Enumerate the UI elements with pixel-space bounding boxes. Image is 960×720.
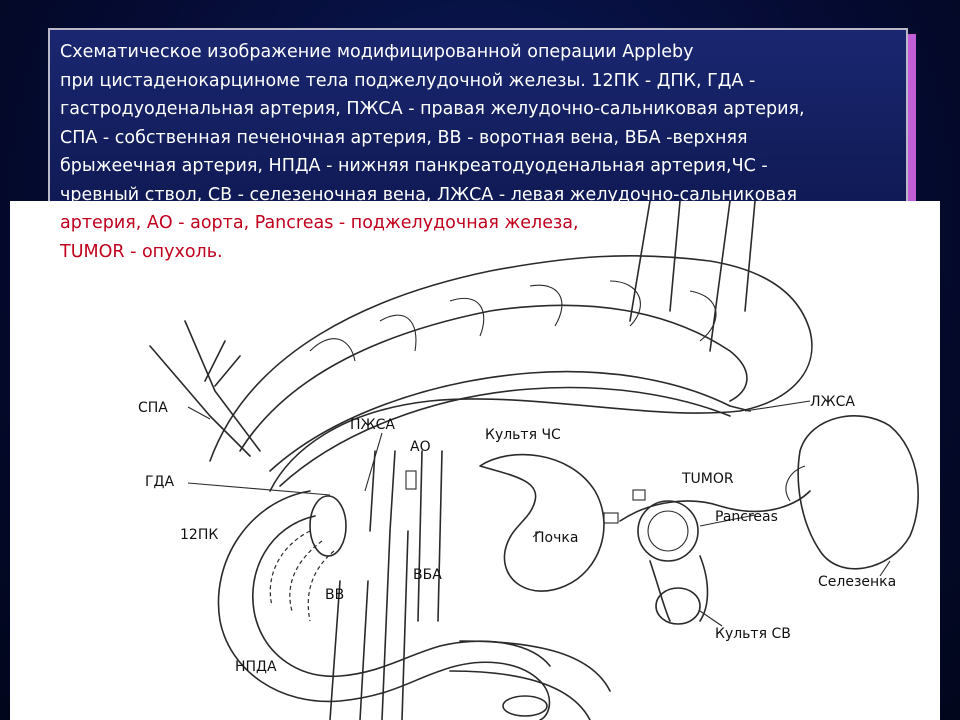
label-tumor: TUMOR bbox=[682, 471, 734, 487]
label-vba: ВБА bbox=[413, 567, 442, 583]
caption-line: при цистаденокарциноме тела поджелудочной железы. 12ПК - ДПК, ГДА - bbox=[60, 70, 756, 91]
caption-line: брыжеечная артерия, НПДА - нижняя панкреатодуоденальная артерия,ЧС - bbox=[60, 156, 768, 176]
caption-line: артерия, АО - аорта, Pancreas - поджелудочная железа, bbox=[60, 213, 579, 233]
label-spleen: Селезенка bbox=[818, 574, 897, 590]
caption-line: СПА - собственная печеночная артерия, ВВ - воротная вена, ВБА -верхняя bbox=[60, 127, 748, 148]
label-lzhsa: ЛЖСА bbox=[810, 394, 855, 410]
label-npda: НПДА bbox=[235, 659, 277, 675]
clip-tumor bbox=[633, 490, 645, 500]
caption-line: TUMOR - опухоль. bbox=[60, 241, 223, 262]
omentum-folds bbox=[310, 281, 716, 361]
leader-gda bbox=[188, 483, 330, 495]
proper-hepatic-artery bbox=[150, 321, 260, 456]
duodenum-dashed bbox=[270, 531, 334, 621]
anatomy-figure bbox=[10, 201, 940, 720]
anatomy-drawing bbox=[10, 201, 940, 720]
label-duodenum: 12ПК bbox=[180, 527, 219, 543]
clip-celiac bbox=[604, 513, 618, 523]
spleen-hilum bbox=[786, 466, 805, 501]
superior-mesenteric-artery bbox=[382, 451, 442, 720]
tumor-inner bbox=[648, 511, 688, 551]
tumor-mass bbox=[638, 501, 698, 561]
label-ao: АО bbox=[410, 439, 431, 455]
label-kidney: Почка bbox=[534, 530, 579, 546]
jejunum-end bbox=[503, 696, 547, 716]
caption-line: гастродуоденальная артерия, ПЖСА - правая желудочно-сальниковая артерия, bbox=[60, 99, 805, 119]
clip-ao bbox=[406, 471, 416, 489]
label-celiac-stump: Культя ЧС bbox=[485, 427, 561, 443]
caption-line: Схематическое изображение модифицированной операции Appleby bbox=[60, 42, 694, 62]
label-vv: ВВ bbox=[325, 587, 345, 603]
leader-sv bbox=[700, 611, 722, 626]
label-pzhsa: ПЖСА bbox=[350, 417, 395, 433]
duodenum-loop-inner bbox=[253, 516, 550, 676]
caption-line: чревный ствол, СВ - селезеночная вена, ЛЖСА - левая желудочно-сальниковая bbox=[60, 184, 797, 205]
kidney bbox=[480, 455, 604, 592]
duodenal-stump bbox=[310, 496, 346, 556]
label-gda: ГДА bbox=[145, 474, 175, 490]
spleen bbox=[798, 416, 918, 569]
label-pancreas: Pancreas bbox=[715, 509, 778, 525]
label-sv-stump: Культя СВ bbox=[715, 626, 791, 642]
leader-lzhsa bbox=[745, 401, 810, 411]
caption-text bbox=[60, 38, 900, 266]
label-spa: СПА bbox=[138, 400, 168, 416]
splenic-vein-stump bbox=[656, 588, 700, 624]
jejunum bbox=[450, 641, 610, 720]
caption-box-accent bbox=[908, 34, 916, 204]
